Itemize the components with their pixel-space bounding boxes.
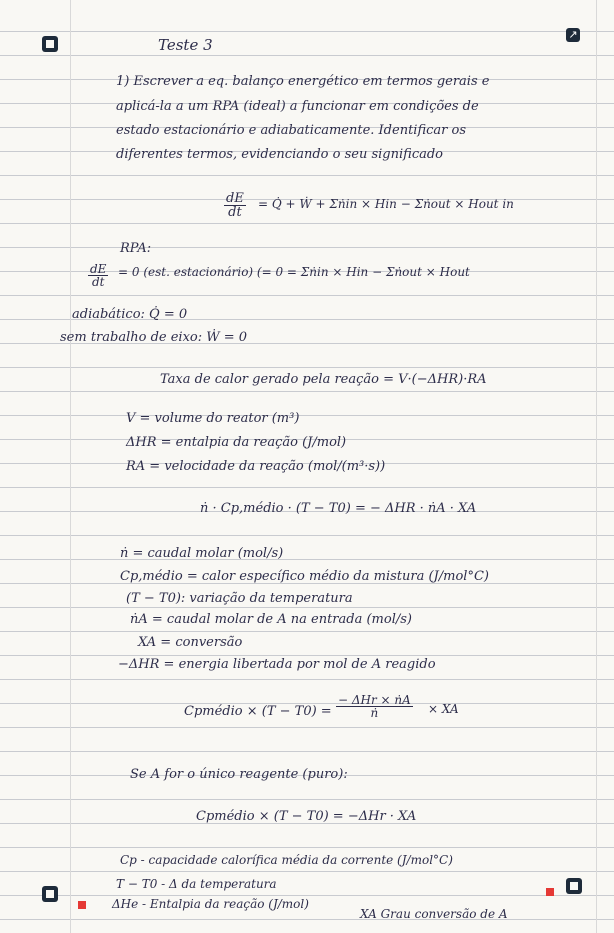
definition-molar-flow-a: ṅA = caudal molar de A na entrada (mol/s) (130, 612, 412, 627)
right-margin-line (596, 0, 597, 933)
simplified-equation: Cpmédio × (T − T0) = −ΔHr · XA (196, 809, 417, 824)
notebook-corner-icon (42, 36, 58, 52)
fraction-denominator: dt (91, 275, 105, 289)
definition-conversion: XA = conversão (138, 635, 243, 650)
no-shaft-work-condition: sem trabalho de eixo: Ẇ = 0 (60, 330, 248, 345)
red-marker (546, 888, 554, 896)
definition-released-energy: −ΔHR = energia libertada por mol de A reagido (118, 657, 436, 672)
definition-conversion-grade: XA Grau conversão de A (360, 907, 508, 921)
question-line-1: 1) Escrever a eq. balanço energético em termos gerais e (116, 74, 490, 89)
definition-temperature-delta: T − T0 - Δ da temperatura (116, 877, 277, 891)
left-margin-line (70, 0, 71, 933)
definition-cp: Cp,médio = calor específico médio da mistura (J/mol°C) (120, 569, 489, 584)
adiabatic-condition: adiabático: Q̇ = 0 (72, 307, 188, 322)
single-reagent-note: Se A for o único reagente (puro): (130, 767, 348, 782)
notebook-corner-icon (42, 886, 58, 902)
question-line-4: diferentes termos, evidenciando o seu significado (116, 147, 443, 162)
definition-molar-flow: ṅ = caudal molar (mol/s) (120, 546, 284, 561)
rpa-label: RPA: (120, 241, 152, 256)
question-line-3: estado estacionário e adiabaticamente. Identificar os (116, 123, 466, 138)
definition-temperature-change: (T − T0): variação da temperatura (126, 591, 353, 606)
definition-volume: V = volume do reator (m³) (126, 411, 300, 426)
definition-rate: RA = velocidade da reação (mol/(m³·s)) (126, 459, 386, 474)
cp-equation-tail: × XA (428, 702, 459, 716)
fraction-numerator: dE (90, 262, 107, 276)
definition-reaction-enthalpy: ΔHe - Entalpia da reação (J/mol) (112, 897, 309, 911)
fraction-denominator: dt (228, 205, 242, 220)
rpa-balance-equation: = 0 (est. estacionário) (= 0 = Σṅin × Hin − Σṅout × Hout (118, 265, 470, 279)
cp-equation-left: Cpmédio × (T − T0) = (184, 704, 332, 719)
cp-equation-fraction (336, 694, 413, 719)
energy-equation: ṅ · Cp,médio · (T − T0) = − ΔHR · ṅA · XA (200, 501, 477, 516)
fraction-denominator: ṅ (370, 706, 379, 720)
definition-heat-capacity: Cp - capacidade calorífica média da corrente (J/mol°C) (120, 853, 453, 867)
heat-rate-equation: Taxa de calor gerado pela reação = V·(−ΔHR)·RA (160, 372, 487, 387)
notebook-corner-icon (566, 878, 582, 894)
de-dt-fraction (88, 263, 108, 288)
fraction-numerator: − ΔHr × ṅA (338, 693, 411, 707)
red-marker (78, 901, 86, 909)
fraction-numerator: dE (226, 191, 244, 206)
de-dt-fraction (224, 192, 246, 219)
page-title: Teste 3 (158, 36, 213, 54)
notebook-corner-icon: ↗ (566, 28, 580, 42)
definition-enthalpy: ΔHR = entalpia da reação (J/mol) (126, 435, 347, 450)
question-line-2: aplicá-la a um RPA (ideal) a funcionar em condições de (116, 99, 479, 114)
general-balance-equation: = Q̇ + Ẇ + Σṅin × Hin − Σṅout × Hout in (258, 197, 514, 211)
